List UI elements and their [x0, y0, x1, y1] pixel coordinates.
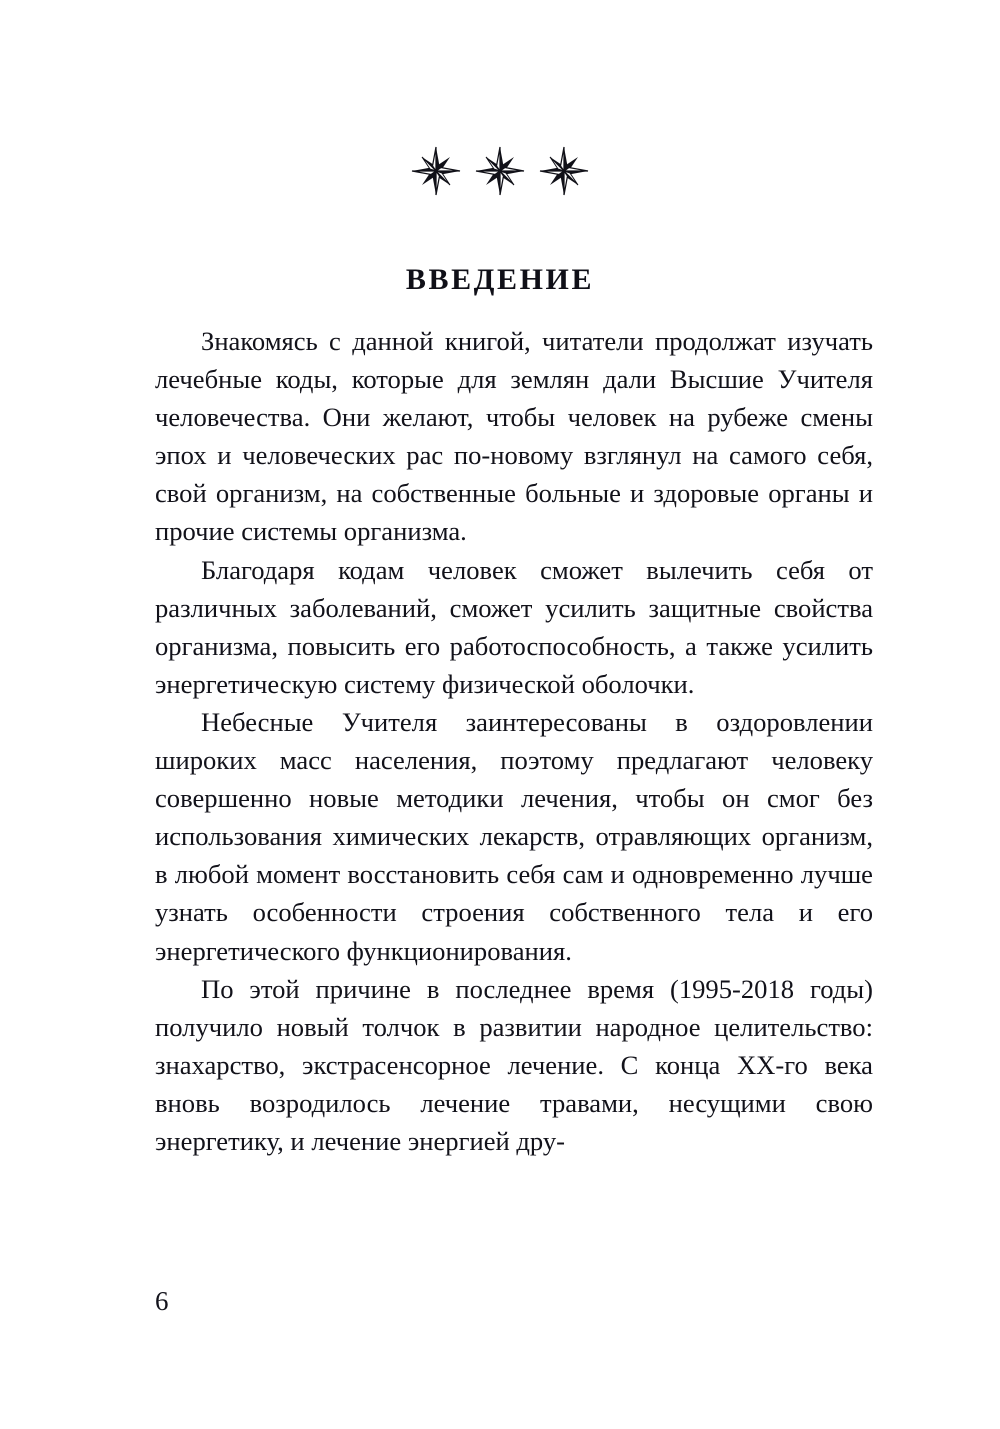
page-number: 6 — [155, 1286, 169, 1316]
compass-star-icon — [539, 146, 589, 196]
body-text — [155, 322, 873, 1160]
compass-star-icon — [475, 146, 525, 196]
paragraph: Благодаря кодам человек сможет вылечить себя от различных заболеваний, сможет усилить защитные свойства организма, повысить его работоспособность, а также усилить энергетическую систему физической оболочки. — [155, 554, 873, 699]
paragraph: Знакомясь с данной книгой, читатели продолжат изучать лечебные коды, которые для землян дали Высшие Учителя человечества. Они желают, чтобы человек на рубеже смены эпох и человеческих рас по-новому взглянул на самого себя, свой организм, на собственные больные и здоровые органы и прочие системы организма. — [155, 326, 873, 547]
paragraph: Небесные Учителя заинтересованы в оздоровлении широких масс населения, поэтому предлагают человеку совершенно новые методики лечения, чтобы он смог без использования химических лекарств, отравляющих организм, в любой момент восстановить себя сам и одновременно лучше узнать особенности строения собственного тела и его энергетического функционирования. — [155, 706, 873, 966]
ornament-divider — [0, 140, 1000, 202]
page-title: ВВЕДЕНИЕ — [405, 263, 595, 297]
paragraph: По этой причине в последнее время (1995-2018 годы) получило новый толчок в развитии народное целительство: знахарство, экстрасенсорное лечение. С конца ХХ-го века вновь возродилось лечение травами, несущими свою энергетику, и лечение энергией дру- — [155, 973, 873, 1156]
compass-star-icon — [411, 146, 461, 196]
